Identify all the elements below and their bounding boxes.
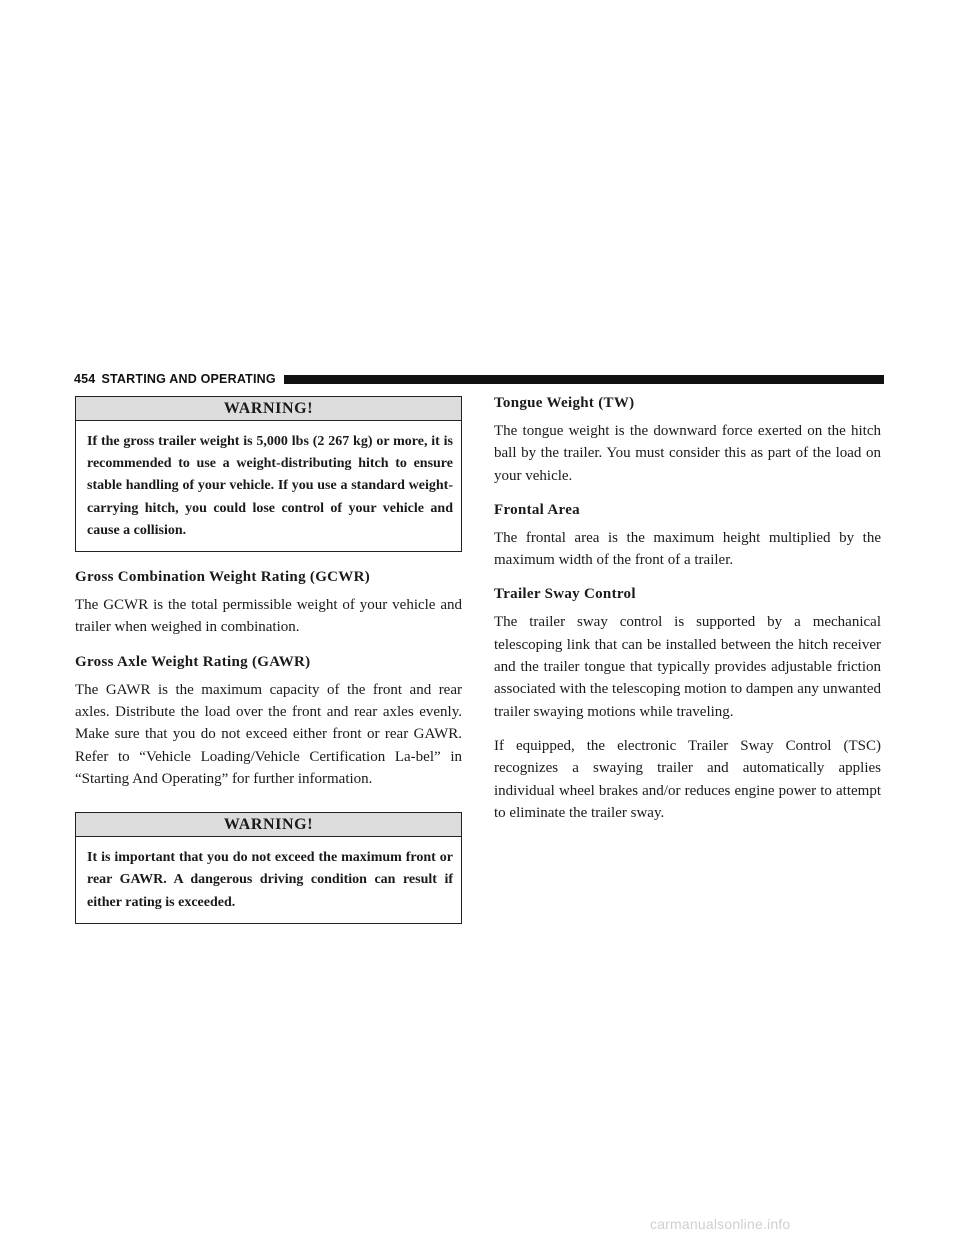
frontal-area-paragraph: The frontal area is the maximum height multiplied by the maximum width of the front of a trailer. <box>494 529 881 569</box>
tongue-weight-paragraph: The tongue weight is the downward force exerted on the hitch ball by the trailer. You must consider this as part of the load on your vehicle. <box>494 423 881 484</box>
warning-title: WARNING! <box>76 813 461 837</box>
page-number: 454 <box>74 372 96 386</box>
header-rule <box>284 375 884 384</box>
gcwr-paragraph: The GCWR is the total permissible weight of your vehicle and trailer when weighed in combination. <box>75 597 462 636</box>
gawr-paragraph: The GAWR is the maximum capacity of the front and rear axles. Distribute the load over the front and rear axles evenly. Make sure that you do not exceed either front or rear GAWR. Refer to “Vehicle Loading/Vehicle Certification La-bel” in “Starting And Operating” for further information. <box>75 681 462 787</box>
section-title: STARTING AND OPERATING <box>101 372 276 386</box>
right-column <box>494 392 881 836</box>
gcwr-heading: Gross Combination Weight Rating (GCWR) <box>75 569 371 586</box>
gawr-heading: Gross Axle Weight Rating (GAWR) <box>75 653 311 670</box>
watermark-text: carmanualsonline.info <box>650 1216 791 1232</box>
warning-text: It is important that you do not exceed the maximum front or rear GAWR. A dangerous driving condition can result if either rating is exceeded. <box>87 850 453 910</box>
trailer-sway-paragraph-1: The trailer sway control is supported by a mechanical telescoping link that can be installed between the hitch receiver and the trailer tongue that typically provides adjustable friction associated with the telescoping motion to dampen any unwanted trailer swaying motions while traveling. <box>494 614 881 720</box>
warning-box-hitch <box>75 396 462 552</box>
warning-box-gawr <box>75 812 462 924</box>
trailer-sway-heading: Trailer Sway Control <box>494 586 636 603</box>
warning-title: WARNING! <box>76 397 461 421</box>
tongue-weight-heading: Tongue Weight (TW) <box>494 395 635 411</box>
left-column <box>75 396 462 938</box>
page-header <box>74 370 884 388</box>
frontal-area-heading: Frontal Area <box>494 501 580 518</box>
warning-text: If the gross trailer weight is 5,000 lbs (2 267 kg) or more, it is recommended to use a weight-distributing hitch to ensure stable handling of your vehicle. If you use a standard weight-carrying hitch, you could lose control of your vehicle and cause a collision. <box>87 434 453 538</box>
trailer-sway-paragraph-2: If equipped, the electronic Trailer Sway Control (TSC) recognizes a swaying trailer and automatically applies individual wheel brakes and/or reduces engine power to attempt to eliminate the trailer sway. <box>494 737 881 821</box>
